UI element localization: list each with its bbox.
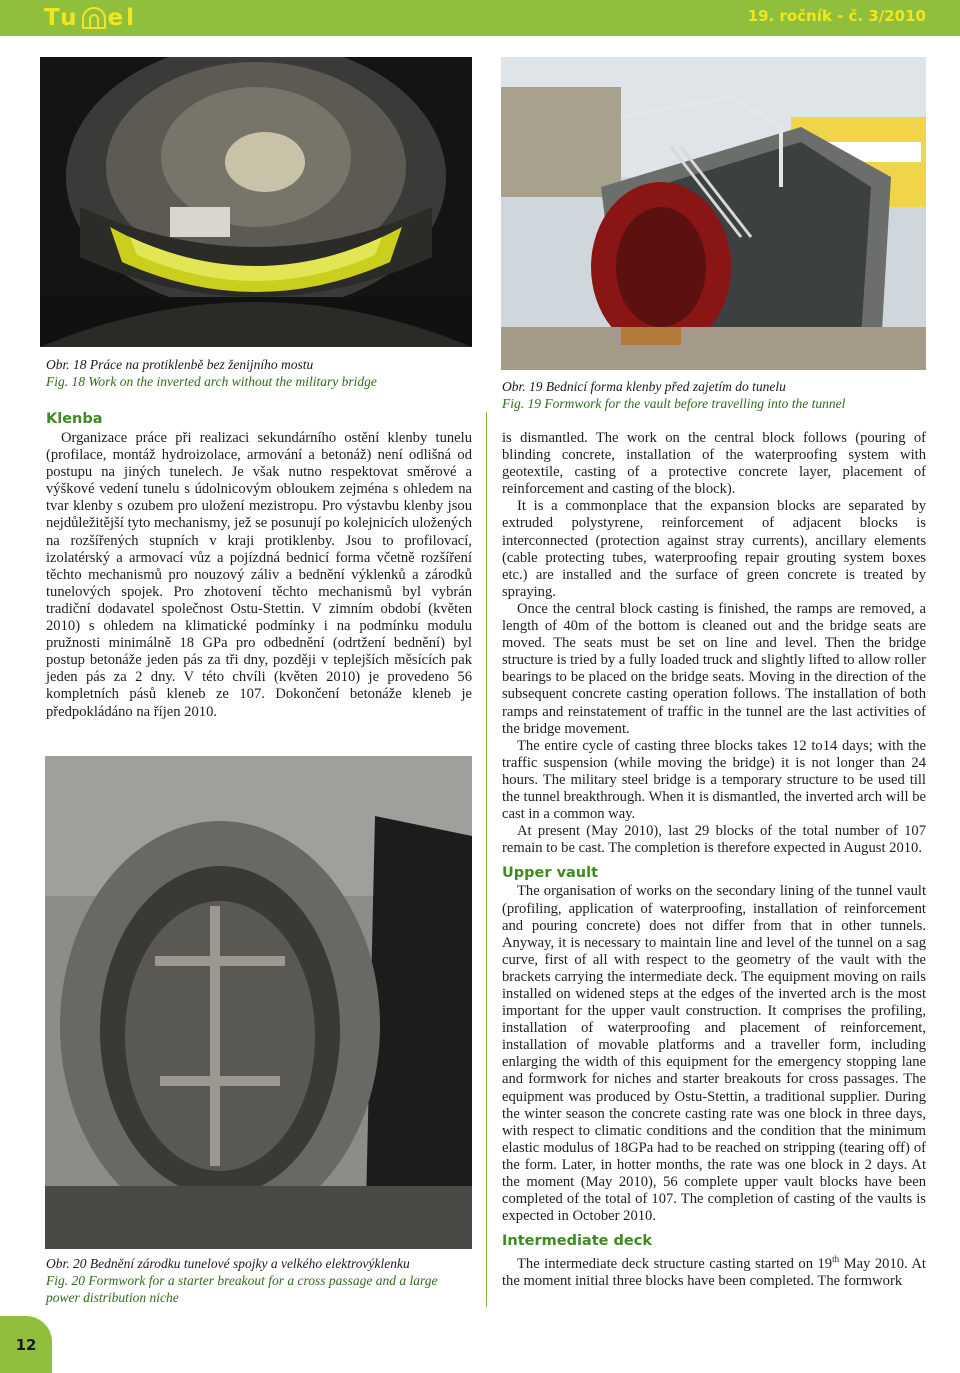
caption-fig19: [502, 378, 927, 412]
caption-fig20-english: Fig. 20 Formwork for a starter breakout for a cross passage and a large power distribution niche: [46, 1273, 438, 1305]
right-column-text: [502, 430, 926, 1290]
caption-fig20-czech: Obr. 20 Bednění zárodku tunelové spojky a velkého elektrovýklenku: [46, 1256, 410, 1271]
intermediate-deck-text-b: May 2010. At the moment initial three blocks have been completed. The formwork: [502, 1256, 926, 1290]
photo-fig19-vault-formwork: [501, 57, 926, 370]
magazine-logo: [44, 4, 137, 32]
caption-fig18: [46, 356, 476, 390]
left-column-text: [46, 430, 472, 721]
heading-upper-vault: Upper vault: [502, 865, 599, 882]
paragraph-upper-vault: The organisation of works on the secondary lining of the tunnel vault (profiling, application of waterproofing, installation of reinforcement and pouring concrete) does not differ from that in other tunnels. Anyway, it is necessary to maintain line and level of the tunnel on a sag curve, first of all with respect to the geometry of the vault with the brackets carrying the intermediate deck. The equipment moving on rails installed on widened steps at the edges of the inverted arch is the most important for the upper vault construction. It comprises the profiling, installation of waterproofing and placement of reinforcement, installation of movable platforms and a traveller form, including enlarging the width of this equipment for the emergency stopping lane and formwork for niches and starter breakouts for cross passages. The equipment was produced by Ostu-Stettin, a traditional supplier. During the winter season the concrete casting rate was one block in three days, with respect to climatic conditions and the condition that the minimum elastic modulus of 18GPa had to be reached on stripping (tearing off) of the form. Later, in hotter months, the rate was one block in 2 days. At the moment (May 2010), 56 complete upper vault blocks have been completed of the total of 107. The completion of casting of the vaults is expected in October 2010.: [502, 883, 926, 1225]
header-band: [0, 0, 960, 36]
paragraph-expansion-blocks: It is a commonplace that the expansion blocks are separated by extruded polystyrene, reinforcement of adjacent blocks is interconnected (protection against stray currents), ancillary elements (cable protecting tubes, waterproofing repair grouting system boxes etc.) are installed and the surface of green concrete is treated by spraying.: [502, 498, 926, 600]
logo-text-part1: Tu: [44, 5, 80, 31]
paragraph-ramps: Once the central block casting is finished, the ramps are removed, a length of 40m of the bottom is cleaned out and the bridge seats are moved. The seats must be set on line and level. Then the bridge structure is tried by a fully loaded truck and slightly lifted to allow roller bearings to be placed on the bridge seats. Moving in the direction of the subsequent concrete casting operation follows. The installation of both ramps and reinstatement of traffic in the tunnel are the last activities of the bridge movement.: [502, 600, 926, 737]
column-divider: [486, 412, 487, 1307]
paragraph-dismantled: is dismantled. The work on the central block follows (pouring of blinding concrete, installation of the waterproofing system with geotextile, casting of a protective concrete layer, placement of reinforcement and casting of the block).: [502, 430, 926, 498]
paragraph-cycle: The entire cycle of casting three blocks takes 12 to14 days; with the traffic suspension (while moving the bridge) it is not longer than 24 hours. The military steel bridge is a temporary structure to be used till the tunnel breakthrough. When it is dismantled, the inverted arch will be cast in a common way.: [502, 737, 926, 823]
caption-fig18-czech: Obr. 18 Práce na protiklenbě bez ženijního mostu: [46, 357, 314, 372]
caption-fig20: [46, 1255, 472, 1306]
caption-fig19-english: Fig. 19 Formwork for the vault before travelling into the tunnel: [502, 396, 846, 411]
caption-fig18-english: Fig. 18 Work on the inverted arch without the military bridge: [46, 374, 377, 389]
photo-fig20-cross-passage-formwork: [45, 756, 472, 1249]
intermediate-deck-text-a: The intermediate deck structure casting started on 19: [517, 1256, 833, 1273]
issue-number: 19. ročník - č. 3/2010: [747, 7, 926, 25]
page-number: 12: [15, 1335, 37, 1354]
logo-text-part2: el: [107, 5, 138, 31]
paragraph-present: At present (May 2010), last 29 blocks of the total number of 107 remain to be cast. The completion is therefore expected in August 2010.: [502, 823, 926, 857]
heading-klenba: Klenba: [46, 411, 103, 427]
photo-fig18-tunnel-inverted-arch: [40, 57, 472, 347]
logo-tunnel-m-icon: [82, 7, 106, 29]
heading-intermediate-deck: Intermediate deck: [502, 1233, 652, 1250]
paragraph-intermediate-deck: [502, 1251, 926, 1290]
intermediate-deck-superscript: th: [832, 1254, 840, 1265]
paragraph-klenba: Organizace práce při realizaci sekundárního ostění klenby tunelu (profilace, montáž hydroizolace, armování a betonáž) není odlišná od postupu na jiných tunelech. Je však nutno respektovat směrové a výškové vedení tunelu s údolnicovým obloukem zejména s ohledem na tvar klenby s ozubem pro uložení mezistropu. Pro výstavbu klenby jsou nejdůležitější tyto mechanismy, jež se posunují po kolejnicích uložených na rozšířených stupních v kraji protiklenby. Jsou to profilovací, izolatérský a armovací vůz a pojízdná bednicí forma včetně rozšíření těchto mechanismů pro nouzový záliv a bednění výklenků a zárodků tunelových spojek. Pro zhotovení těchto mechanismů byl vybrán tradiční dodavatel společnost Ostu-Stettin. V zimním období (květen 2010) s ohledem na klimatické podmínky i na podmínku modulu pružnosti minimálně 18 GPa pro odbednění (odrtžení bednění) byl postup betonáže jeden pás za tři dny, později v teplejších měsících pak jeden pás za 2 dny. V této chvíli (květen 2010) je provedeno 56 kompletních pásů kleneb ze 107. Dokončení betonáže kleneb je předpokládáno na říjen 2010.: [46, 430, 472, 720]
page-number-tab: [0, 1316, 52, 1373]
caption-fig19-czech: Obr. 19 Bednicí forma klenby před zajetím do tunelu: [502, 379, 786, 394]
